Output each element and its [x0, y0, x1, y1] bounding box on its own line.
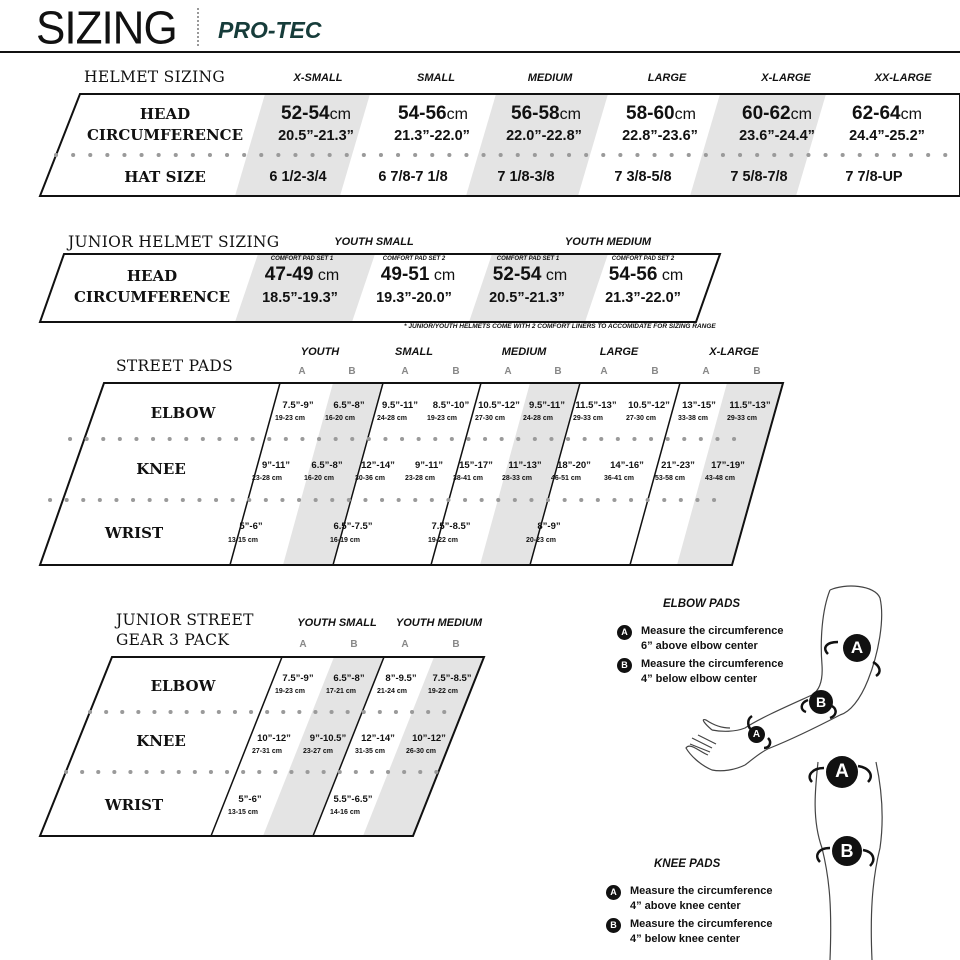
junior-street-elbow-cell: 8”-9.5” [385, 673, 417, 684]
elbow-pads-guide-title: ELBOW PADS [663, 598, 741, 610]
street-knee-cell: 17”-19” [711, 460, 745, 471]
junior-street-ab: A [401, 639, 409, 650]
helmet-in-medium: 22.0”-22.8” [506, 128, 582, 144]
junior-street-size-youth-medium: YOUTH MEDIUM [395, 617, 483, 629]
helmet-hat-xxlarge: 7 7/8-UP [845, 169, 903, 185]
street-size-medium: MEDIUM [501, 346, 547, 358]
street-wrist-cell: 8”-9” [537, 521, 561, 532]
junior-cm-1: 47-49 cm [264, 264, 340, 285]
helmet-size-xxlarge: XX-LARGE [874, 72, 932, 84]
street-wrist-cell-cm: 19-22 cm [428, 537, 458, 544]
junior-street-wrist-cell: 5”-6” [238, 794, 262, 805]
street-knee-cell: 6.5”-8” [311, 460, 343, 471]
junior-street-elbow-cell-cm: 19-23 cm [275, 688, 305, 695]
street-elbow-cell: 9.5”-11” [529, 400, 565, 411]
junior-helmet-title: JUNIOR HELMET SIZING [68, 233, 280, 251]
helmet-sizing-title: HELMET SIZING [84, 68, 226, 86]
junior-street-wrist-cell-cm: 14-16 cm [330, 809, 360, 816]
street-ab: A [702, 366, 710, 377]
junior-pad-set-1a: COMFORT PAD SET 1 [270, 256, 334, 262]
junior-street-knee-cell: 9”-10.5” [309, 733, 347, 744]
marker-a-upper-arm: A [843, 634, 871, 662]
junior-street-elbow-cell-cm: 19-22 cm [428, 688, 458, 695]
street-wrist-cell: 6.5”-7.5” [333, 521, 373, 532]
helmet-cm-xlarge: 60-62cm [742, 103, 812, 124]
street-ab: B [348, 366, 356, 377]
junior-street-elbow-cell: 7.5”-8.5” [432, 673, 472, 684]
helmet-size-small: SMALL [417, 72, 455, 84]
helmet-size-large: LARGE [647, 72, 687, 84]
street-elbow-cell-cm: 27-30 cm [475, 415, 505, 422]
helmet-in-xsmall: 20.5”-21.3” [278, 128, 354, 144]
street-ab: A [401, 366, 409, 377]
junior-cm-2: 49-51 cm [380, 264, 456, 285]
elbow-b-instruction: Measure the circumference 4” below elbow center [641, 658, 784, 685]
helmet-hat-medium: 7 1/8-3/8 [497, 169, 555, 185]
street-elbow-cell: 6.5”-8” [333, 400, 365, 411]
marker-b-shin: B [832, 836, 862, 866]
junior-footnote: * JUNIOR/YOUTH HELMETS COME WITH 2 COMFORT LINERS TO ACCOMIDATE FOR SIZING RANGE [404, 323, 716, 330]
junior-street-size-youth-small: YOUTH SMALL [297, 617, 377, 629]
street-ab: B [753, 366, 761, 377]
junior-street-elbow-cell: 7.5”-9” [282, 673, 314, 684]
junior-street-row-wrist: WRIST [104, 796, 164, 814]
marker-a-thigh: A [826, 756, 858, 788]
junior-in-1: 18.5”-19.3” [262, 290, 338, 306]
junior-group-youth-small: YOUTH SMALL [334, 236, 414, 248]
junior-pad-set-2b: COMFORT PAD SET 2 [611, 256, 675, 262]
helmet-cm-small: 54-56cm [398, 103, 468, 124]
street-wrist-cell: 7.5”-8.5” [431, 521, 471, 532]
street-elbow-cell: 11.5”-13” [575, 400, 617, 411]
junior-street-knee-cell: 12”-14” [361, 733, 395, 744]
street-knee-cell-cm: 53-58 cm [655, 475, 685, 482]
junior-street-knee-cell: 10”-12” [257, 733, 291, 744]
junior-street-elbow-cell-cm: 21-24 cm [377, 688, 407, 695]
street-ab: A [298, 366, 306, 377]
street-pads-title: STREET PADS [116, 357, 234, 375]
street-elbow-cell: 10.5”-12” [478, 400, 520, 411]
junior-street-ab: B [452, 639, 460, 650]
street-size-youth: YOUTH [300, 346, 340, 358]
street-elbow-cell: 10.5”-12” [628, 400, 670, 411]
street-elbow-cell-cm: 19-23 cm [427, 415, 457, 422]
knee-a-badge: A [606, 885, 621, 900]
helmet-row-hat-size: HAT SIZE [124, 168, 206, 186]
street-knee-cell-cm: 16-20 cm [304, 475, 334, 482]
street-ab: B [554, 366, 562, 377]
street-wrist-cell-cm: 20-23 cm [526, 537, 556, 544]
junior-street-title: JUNIOR STREET GEAR 3 PACK [116, 611, 254, 649]
junior-street-row-knee: KNEE [136, 732, 186, 750]
junior-street-ab: A [299, 639, 307, 650]
junior-street-elbow-cell-cm: 17-21 cm [326, 688, 356, 695]
street-wrist-cell-cm: 16-19 cm [330, 537, 360, 544]
street-knee-cell: 9”-11” [262, 460, 290, 471]
helmet-in-small: 21.3”-22.0” [394, 128, 470, 144]
street-ab: B [651, 366, 659, 377]
street-knee-cell-cm: 36-41 cm [604, 475, 634, 482]
street-knee-cell: 9”-11” [415, 460, 443, 471]
street-wrist-cell: 5”-6” [239, 521, 263, 532]
street-elbow-cell-cm: 27-30 cm [626, 415, 656, 422]
street-knee-cell-cm: 23-28 cm [252, 475, 282, 482]
helmet-in-large: 22.8”-23.6” [622, 128, 698, 144]
street-elbow-cell: 13”-15” [682, 400, 716, 411]
helmet-size-xsmall: X-SMALL [293, 72, 343, 84]
helmet-row-head: HEAD CIRCUMFERENCE [86, 105, 244, 144]
helmet-hat-small: 6 7/8-7 1/8 [378, 169, 448, 185]
junior-street-knee-cell-cm: 26-30 cm [406, 748, 436, 755]
street-wrist-cell-cm: 13-15 cm [228, 537, 258, 544]
street-knee-cell: 14”-16” [610, 460, 644, 471]
knee-pads-guide-title: KNEE PADS [654, 858, 721, 870]
street-elbow-cell: 7.5”-9” [282, 400, 314, 411]
junior-street-knee-cell-cm: 31-35 cm [355, 748, 385, 755]
junior-group-youth-medium: YOUTH MEDIUM [564, 236, 652, 248]
helmet-size-medium: MEDIUM [527, 72, 573, 84]
knee-a-instruction: Measure the circumference 4” above knee center [630, 885, 773, 912]
page-title: SIZING [36, 2, 177, 55]
street-elbow-cell-cm: 29-33 cm [573, 415, 603, 422]
street-size-xlarge: X-LARGE [709, 346, 759, 358]
street-knee-cell: 12”-14” [361, 460, 395, 471]
junior-street-ab: B [350, 639, 358, 650]
street-knee-cell-cm: 23-28 cm [405, 475, 435, 482]
marker-a-wrist: A [748, 726, 765, 743]
junior-street-knee-cell-cm: 27-31 cm [252, 748, 282, 755]
helmet-cm-xxlarge: 62-64cm [852, 103, 922, 124]
helmet-in-xxlarge: 24.4”-25.2” [849, 128, 925, 144]
junior-cm-4: 54-56 cm [608, 264, 684, 285]
helmet-cm-large: 58-60cm [626, 103, 696, 124]
helmet-hat-large: 7 3/8-5/8 [614, 169, 672, 185]
street-ab: B [452, 366, 460, 377]
street-row-wrist: WRIST [104, 524, 164, 542]
street-knee-cell: 21”-23” [661, 460, 695, 471]
street-knee-cell: 11”-13” [508, 460, 542, 471]
junior-pad-set-2a: COMFORT PAD SET 2 [382, 256, 446, 262]
junior-street-wrist-cell: 5.5”-6.5” [333, 794, 373, 805]
street-row-elbow: ELBOW [150, 404, 216, 422]
helmet-in-xlarge: 23.6”-24.4” [739, 128, 815, 144]
street-knee-cell: 15”-17” [459, 460, 493, 471]
elbow-a-instruction: Measure the circumference 6” above elbow center [641, 625, 784, 652]
street-elbow-cell-cm: 29-33 cm [727, 415, 757, 422]
street-knee-cell-cm: 30-36 cm [355, 475, 385, 482]
street-elbow-cell-cm: 19-23 cm [275, 415, 305, 422]
street-elbow-cell: 8.5”-10” [432, 400, 470, 411]
junior-in-4: 21.3”-22.0” [605, 290, 681, 306]
marker-b-forearm: B [809, 690, 833, 714]
junior-street-knee-cell: 10”-12” [412, 733, 446, 744]
helmet-cm-medium: 56-58cm [511, 103, 581, 124]
helmet-size-xlarge: X-LARGE [761, 72, 811, 84]
junior-street-wrist-cell-cm: 13-15 cm [228, 809, 258, 816]
street-size-large: LARGE [599, 346, 639, 358]
street-elbow-cell: 9.5”-11” [382, 400, 418, 411]
street-elbow-cell-cm: 16-20 cm [325, 415, 355, 422]
junior-street-knee-cell-cm: 23-27 cm [303, 748, 333, 755]
street-knee-cell: 18”-20” [557, 460, 591, 471]
junior-street-elbow-cell: 6.5”-8” [333, 673, 365, 684]
street-elbow-cell-cm: 24-28 cm [523, 415, 553, 422]
street-knee-cell-cm: 46-51 cm [551, 475, 581, 482]
junior-in-2: 19.3”-20.0” [376, 290, 452, 306]
helmet-hat-xlarge: 7 5/8-7/8 [730, 169, 788, 185]
street-ab: A [600, 366, 608, 377]
street-elbow-cell: 11.5”-13” [729, 400, 771, 411]
elbow-a-badge: A [617, 625, 632, 640]
street-knee-cell-cm: 38-41 cm [453, 475, 483, 482]
junior-cm-3: 52-54 cm [492, 264, 568, 285]
brand-logo: PRO-TEC [218, 17, 322, 43]
street-knee-cell-cm: 28-33 cm [502, 475, 532, 482]
junior-pad-set-1b: COMFORT PAD SET 1 [496, 256, 560, 262]
street-row-knee: KNEE [136, 460, 186, 478]
helmet-cm-xsmall: 52-54cm [281, 103, 351, 124]
street-elbow-cell-cm: 24-28 cm [377, 415, 407, 422]
street-ab: A [504, 366, 512, 377]
elbow-b-badge: B [617, 658, 632, 673]
street-elbow-cell-cm: 33-38 cm [678, 415, 708, 422]
junior-in-3: 20.5”-21.3” [489, 290, 565, 306]
knee-b-instruction: Measure the circumference 4” below knee center [630, 918, 773, 945]
street-size-small: SMALL [395, 346, 433, 358]
helmet-hat-xsmall: 6 1/2-3/4 [269, 169, 327, 185]
street-knee-cell-cm: 43-48 cm [705, 475, 735, 482]
junior-row-head: HEAD CIRCUMFERENCE [73, 267, 231, 306]
junior-street-row-elbow: ELBOW [150, 677, 216, 695]
knee-b-badge: B [606, 918, 621, 933]
